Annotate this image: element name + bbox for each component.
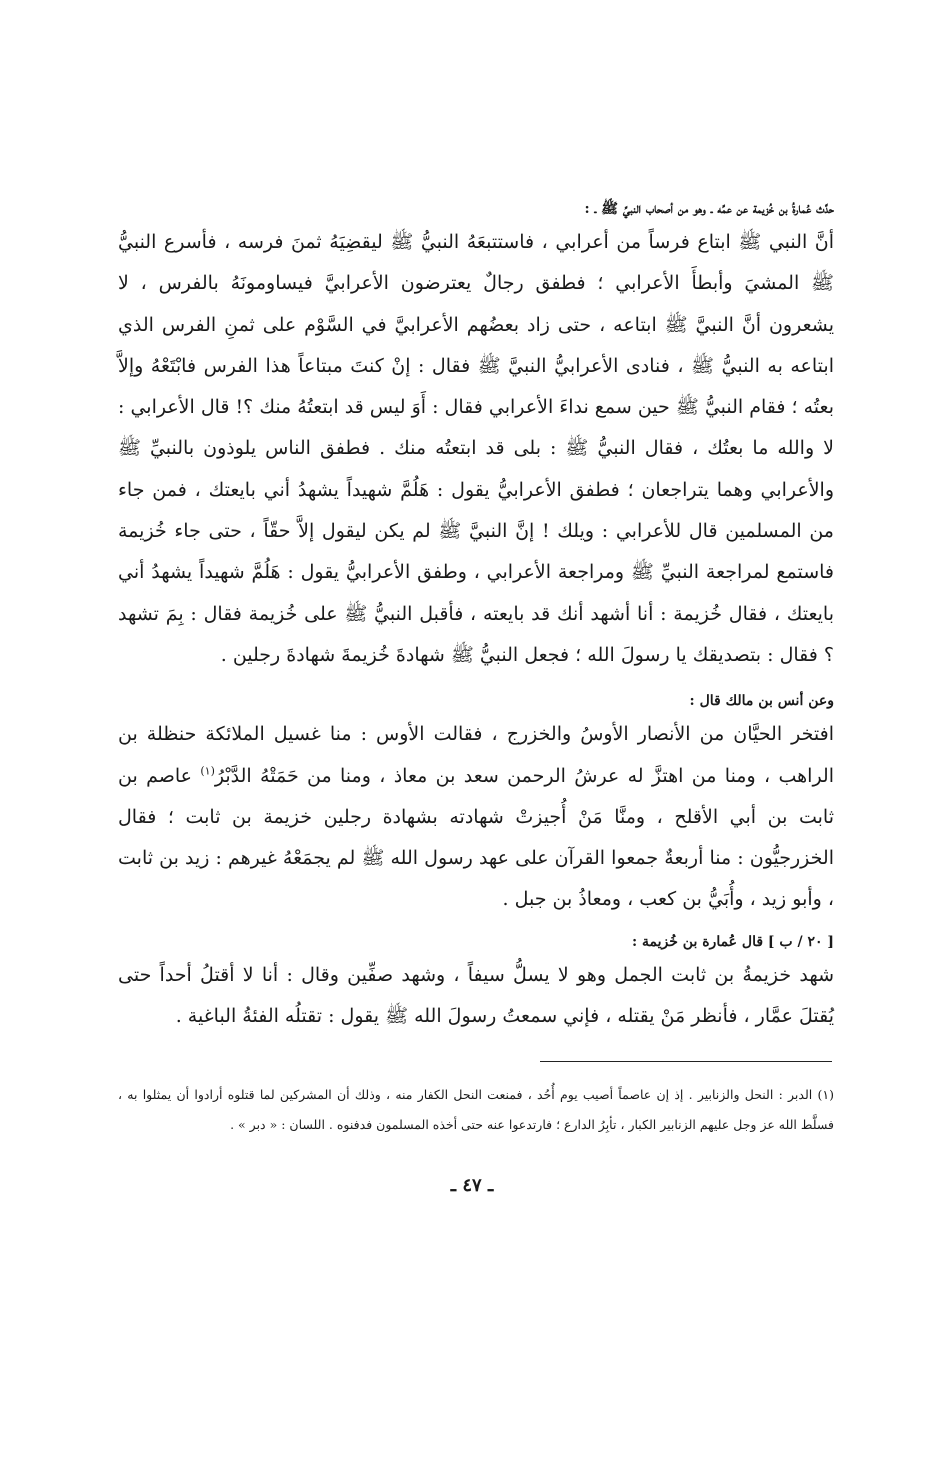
section-heading-3: [ ٢٠ / ب ] قال عُمارة بن خُزيمة : [632,933,834,950]
footnote-divider [540,1061,832,1062]
page-number: ـ ٤٧ ـ [450,1175,494,1196]
paragraph-2-part-1: افتخر الحيَّان من الأنصار الأوسُ والخزرج ، فقالت الأوس : منا غسيل الملائكة حنظلة بن الراهب ، ومنا من اهتزَّ له عرشُ الرحمن سعد بن معاذ ، ومنا من حَمَتْهُ الدَّبْرُ [118,723,834,787]
footnote: (١) الدبر : النحل والزنابير . إذ إن عاصماً أصيب يوم أُحُد ، فمنعت النحل الكفار منه ، وذلك أن المشركين لما قتلوه أرادوا أن يمثلوا به ، فسلَّط الله عز وجل عليهم الزنابير الكبار ، تأبِرُ الدارع ؛ فارتدعوا عنه حتى أخذه المسلمون فدفنوه . اللسان : « دبر » . [118,1087,834,1132]
main-text [118,198,834,1037]
paragraph-1: أنَّ النبي ﷺ ابتاع فرساً من أعرابي ، فاستتبعَهُ النبيُّ ﷺ ليقضِيَهُ ثمنَ فرسه ، فأسرع النبيُّ ﷺ المشيَ وأبطأَ الأعرابي ؛ فطفق رجالٌ يعترضون الأعرابيَّ فيساومونَهُ بالفرس ، لا يشعرون أنَّ النبيَّ ﷺ ابتاعه ، حتى زاد بعضُهم الأعرابيَّ في السَّوْم على ثمنِ الفرس الذي ابتاعه به النبيُّ ﷺ ، فنادى الأعرابيُّ النبيَّ ﷺ فقال : إنْ كنتَ مبتاعاً هذا الفرس فابْتَعْهُ وإلاَّ بعتُه ؛ فقام النبيُّ ﷺ حين سمع نداءَ الأعرابي فقال : أَوَ ليس قد ابتعتُهُ منك ؟! قال الأعرابي : لا والله ما بعتُك ، فقال النبيُّ ﷺ : بلى قد ابتعتُه منك . فطفق الناس يلوذون بالنبيِّ ﷺ والأعرابي وهما يتراجعان ؛ فطفق الأعرابيُّ يقول : هَلُمَّ شهيداً يشهدُ أني بايعتك ، فمن جاء من المسلمين قال للأعرابي : ويلك ! إنَّ النبيَّ ﷺ لم يكن ليقول إلاَّ حقّاً ، حتى جاء خُزيمة فاستمع لمراجعة النبيِّ ﷺ ومراجعة الأعرابي ، وطفق الأعرابيُّ يقول : هَلُمَّ شهيداً يشهدُ أني بايعتك ، فقال خُزيمة : أنا أشهد أنك قد بايعته ، فأقبل النبيُّ ﷺ على خُزيمة فقال : بِمَ تشهد ؟ فقال : بتصديقك يا رسولَ الله ؛ فجعل النبيُّ ﷺ شهادةَ خُزيمةَ شهادةَ رجلين . [118,231,834,666]
section-heading-1: حدَّث عُمارةُ بن خُزيمة عن عمِّه ـ وهو من أصحاب النبيِّ ﷺ ـ : [584,201,834,217]
section-heading-2: وعن أنس بن مالك قال : [689,693,834,710]
paragraph-2 [118,714,834,920]
footnote-marker: (١) [200,764,215,778]
paragraph-3: شهد خزيمةُ بن ثابت الجمل وهو لا يسلُّ سيفاً ، وشهد صفِّين وقال : أنا لا أقتلُ أحداً حتى يُقتلَ عمَّار ، فأنظر مَنْ يقتله ، فإني سمعتُ رسولَ الله ﷺ يقول : تقتلُه الفئةُ الباغية . [118,963,834,1028]
paragraph-2-part-2: عاصم بن ثابت بن أبي الأقلح ، ومنَّا مَنْ أُجيزتْ شهادته بشهادة رجلين خزيمة بن ثابت ؛ فقال الخزرجيُّون : منا أربعةٌ جمعوا القرآن على عهد رسول الله ﷺ لم يجمَعْهُ غيرهم : زيد بن ثابت ، وأبو زيد ، وأُبَيُّ بن كعب ، ومعاذُ بن جبل . [118,764,834,911]
